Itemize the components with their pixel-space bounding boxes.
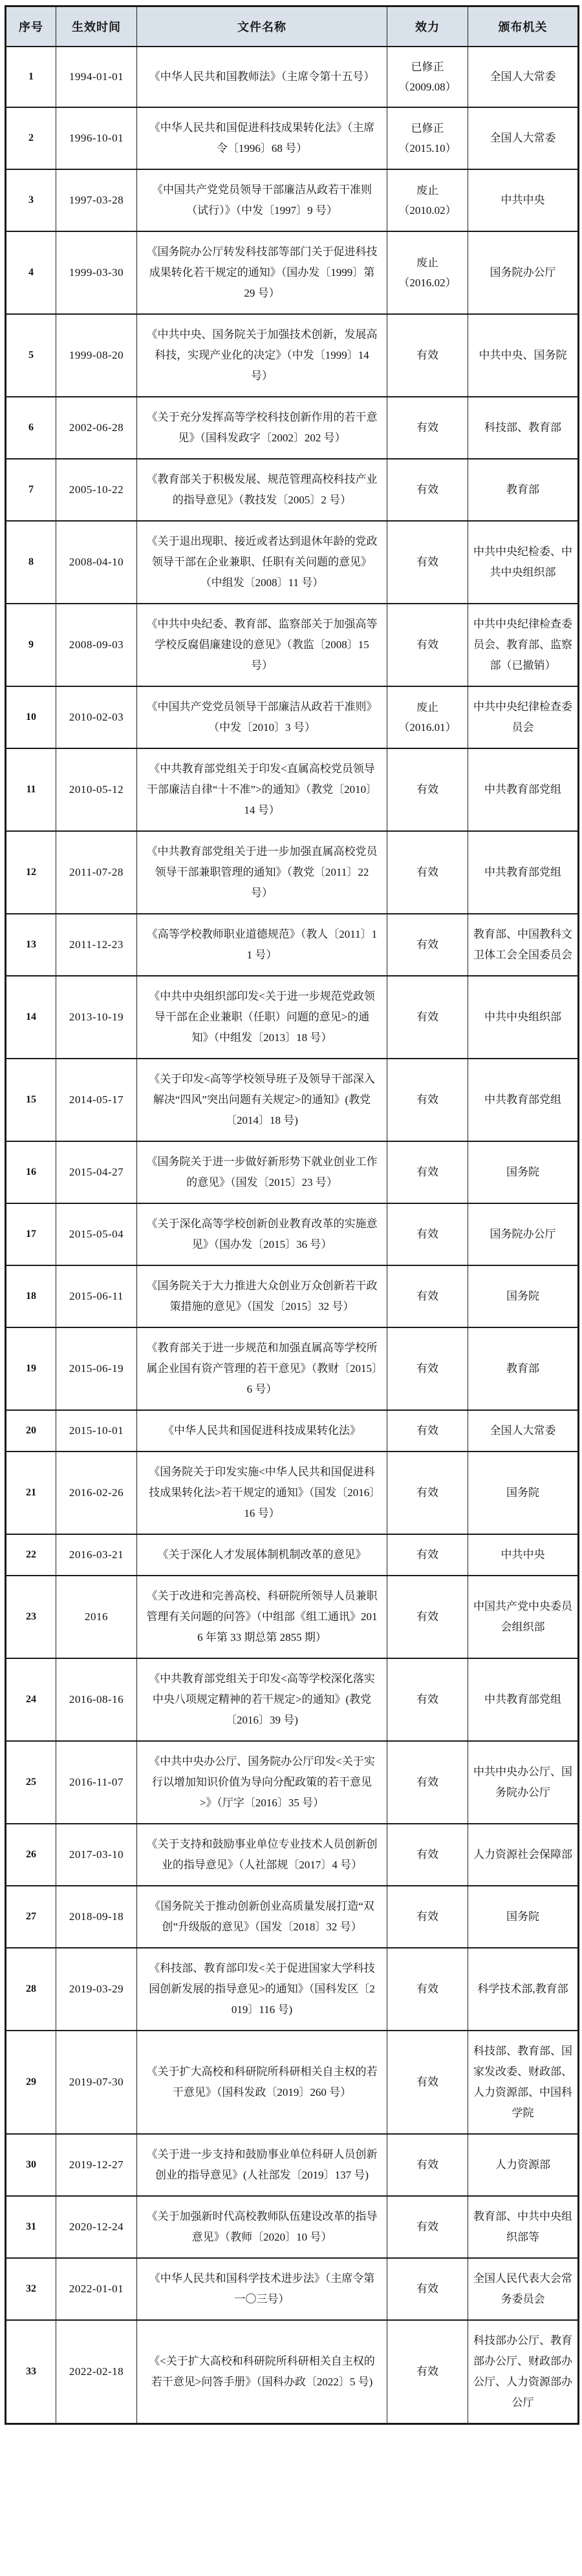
status-text: 有效 <box>416 1982 438 1995</box>
cell-no: 22 <box>6 1534 56 1576</box>
cell-status <box>387 2196 468 2258</box>
cell-date: 2008-09-03 <box>56 604 137 686</box>
status-text: 有效 <box>416 483 438 496</box>
status-text: 废止 <box>416 256 438 269</box>
cell-issuer: 中共教育部党组 <box>468 1059 579 1141</box>
cell-date: 1997-03-28 <box>56 169 137 231</box>
cell-status <box>387 976 468 1059</box>
cell-status <box>387 1658 468 1741</box>
cell-issuer: 中共中央纪律检查委员会、教育部、监察部（已撤销） <box>468 604 579 686</box>
cell-title: 《中共中央组织部印发<关于进一步规范党政领导干部在企业兼职（任职）问题的意见>的通知》（中组发〔2013〕18 号） <box>137 976 387 1059</box>
cell-no: 31 <box>6 2196 56 2258</box>
cell-title: 《关于扩大高校和科研院所科研相关自主权的若干意见》（国科发政〔2019〕260 号） <box>137 2031 387 2134</box>
cell-title: 《国务院关于大力推进大众创业万众创新若干政策措施的意见》（国发〔2015〕32 号） <box>137 1265 387 1327</box>
cell-date: 2017-03-10 <box>56 1824 137 1886</box>
cell-status <box>387 1265 468 1327</box>
cell-status <box>387 1534 468 1576</box>
cell-title: 《国务院关于进一步做好新形势下就业创业工作的意见》（国发〔2015〕23 号） <box>137 1141 387 1203</box>
cell-status <box>387 1203 468 1265</box>
cell-no: 23 <box>6 1576 56 1658</box>
status-text: 有效 <box>416 783 438 796</box>
cell-date: 2015-06-11 <box>56 1265 137 1327</box>
cell-status <box>387 521 468 604</box>
cell-date: 2010-02-03 <box>56 686 137 748</box>
cell-no: 20 <box>6 1410 56 1452</box>
cell-title: 《中共中央、国务院关于加强技术创新，发展高科技，实现产业化的决定》（中发〔1999〕14 号） <box>137 314 387 397</box>
table-row <box>6 521 579 604</box>
cell-status <box>387 1141 468 1203</box>
status-text: 有效 <box>416 1693 438 1705</box>
cell-title: 《中国共产党党员领导干部廉洁从政若干准则（试行）》（中发〔1997〕9 号） <box>137 169 387 231</box>
cell-status <box>387 1741 468 1824</box>
header-no: 序号 <box>6 6 56 47</box>
table-row <box>6 2196 579 2258</box>
cell-no: 3 <box>6 169 56 231</box>
status-text: 有效 <box>416 2075 438 2088</box>
cell-status <box>387 397 468 459</box>
cell-date: 2019-07-30 <box>56 2031 137 2134</box>
cell-issuer: 中国共产党中央委员会组织部 <box>468 1576 579 1658</box>
cell-date: 2016 <box>56 1576 137 1658</box>
cell-date: 2015-10-01 <box>56 1410 137 1452</box>
table-row <box>6 2134 579 2196</box>
cell-title: 《关于改进和完善高校、科研院所领导人员兼职管理有关问题的问答》（中组部《组工通讯》2016 年第 33 期总第 2855 期） <box>137 1576 387 1658</box>
cell-no: 4 <box>6 231 56 314</box>
cell-date: 2019-03-29 <box>56 1948 137 2031</box>
cell-no: 27 <box>6 1886 56 1948</box>
status-text: 有效 <box>416 1548 438 1561</box>
cell-title: 《中华人民共和国科学技术进步法》（主席令第一〇三号） <box>137 2258 387 2320</box>
table-row <box>6 831 579 914</box>
cell-title: 《关于加强新时代高校教师队伍建设改革的指导意见》（教师〔2020〕10 号） <box>137 2196 387 2258</box>
status-text: 已修正 <box>411 121 444 134</box>
cell-status <box>387 47 468 107</box>
regulations-table <box>5 5 579 2425</box>
cell-date: 1996-10-01 <box>56 107 137 169</box>
cell-status <box>387 686 468 748</box>
header-issuer: 颁布机关 <box>468 6 579 47</box>
cell-date: 2015-05-04 <box>56 1203 137 1265</box>
cell-date: 2014-05-17 <box>56 1059 137 1141</box>
cell-date: 2016-08-16 <box>56 1658 137 1741</box>
status-text: 有效 <box>416 2365 438 2378</box>
status-text: 有效 <box>416 1424 438 1437</box>
status-text: 有效 <box>416 421 438 434</box>
cell-title: 《关于深化高等学校创新创业教育改革的实施意见》（国办发〔2015〕36 号） <box>137 1203 387 1265</box>
cell-issuer: 国务院 <box>468 1141 579 1203</box>
table-row <box>6 1824 579 1886</box>
cell-status <box>387 169 468 231</box>
cell-title: 《教育部关于进一步规范和加强直属高等学校所属企业国有资产管理的若干意见》（教财〔2015〕6 号） <box>137 1327 387 1410</box>
cell-title: 《中共教育部党组关于印发<高等学校深化落实中央八项规定精神的若干规定>的通知》(教党〔2016〕39 号) <box>137 1658 387 1741</box>
cell-title: 《国务院办公厅转发科技部等部门关于促进科技成果转化若干规定的通知》（国办发〔1999〕第 29 号） <box>137 231 387 314</box>
cell-issuer: 中共中央办公厅、国务院办公厅 <box>468 1741 579 1824</box>
table-row <box>6 1059 579 1141</box>
table-row <box>6 169 579 231</box>
status-text: 有效 <box>416 1362 438 1375</box>
cell-issuer: 科技部办公厅、教育部办公厅、财政部办公厅、人力资源部办公厅 <box>468 2320 579 2424</box>
cell-no: 1 <box>6 47 56 107</box>
cell-status <box>387 748 468 831</box>
cell-status <box>387 1824 468 1886</box>
table-row <box>6 686 579 748</box>
cell-date: 2010-05-12 <box>56 748 137 831</box>
cell-title: 《高等学校教师职业道德规范》（教人〔2011〕11 号） <box>137 914 387 976</box>
table-row <box>6 1410 579 1452</box>
cell-issuer: 科学技术部,教育部 <box>468 1948 579 2031</box>
cell-status <box>387 1576 468 1658</box>
status-note: （2009.08） <box>398 80 457 93</box>
status-text: 有效 <box>416 1486 438 1499</box>
cell-status <box>387 1410 468 1452</box>
table-row <box>6 748 579 831</box>
cell-date: 2011-07-28 <box>56 831 137 914</box>
table-row <box>6 2031 579 2134</box>
cell-issuer: 科技部、教育部 <box>468 397 579 459</box>
table-row <box>6 1141 579 1203</box>
cell-status <box>387 231 468 314</box>
table-row <box>6 2320 579 2424</box>
cell-no: 14 <box>6 976 56 1059</box>
cell-issuer: 国务院 <box>468 1886 579 1948</box>
status-text: 有效 <box>416 1775 438 1788</box>
table-row <box>6 107 579 169</box>
cell-issuer: 国务院 <box>468 1265 579 1327</box>
cell-status <box>387 604 468 686</box>
table-body <box>6 47 579 2424</box>
cell-issuer: 国务院办公厅 <box>468 1203 579 1265</box>
table-row <box>6 1203 579 1265</box>
cell-issuer: 中共教育部党组 <box>468 748 579 831</box>
cell-date: 2013-10-19 <box>56 976 137 1059</box>
cell-issuer: 全国人大常委 <box>468 107 579 169</box>
cell-no: 25 <box>6 1741 56 1824</box>
cell-issuer: 中共教育部党组 <box>468 831 579 914</box>
header-date: 生效时间 <box>56 6 137 47</box>
cell-no: 19 <box>6 1327 56 1410</box>
cell-issuer: 国务院 <box>468 1452 579 1534</box>
cell-title: 《关于进一步支持和鼓励事业单位科研人员创新创业的指导意见》(人社部发〔2019〕137 号) <box>137 2134 387 2196</box>
status-text: 有效 <box>416 2158 438 2171</box>
status-text: 有效 <box>416 938 438 951</box>
cell-title: 《<关于扩大高校和科研院所科研相关自主权的若干意见>问答手册》（国科办政〔2022〕5 号) <box>137 2320 387 2424</box>
cell-no: 12 <box>6 831 56 914</box>
cell-date: 2015-04-27 <box>56 1141 137 1203</box>
table-row <box>6 459 579 521</box>
header-title: 文件名称 <box>137 6 387 47</box>
cell-status <box>387 314 468 397</box>
cell-date: 2016-11-07 <box>56 1741 137 1824</box>
status-text: 有效 <box>416 1165 438 1178</box>
table-row <box>6 1741 579 1824</box>
cell-no: 10 <box>6 686 56 748</box>
cell-title: 《关于退出现职、接近或者达到退休年龄的党政领导干部在企业兼职、任职有关问题的意见》（中组发〔2008〕11 号） <box>137 521 387 604</box>
cell-no: 6 <box>6 397 56 459</box>
cell-date: 1994-01-01 <box>56 47 137 107</box>
cell-status <box>387 914 468 976</box>
table-row <box>6 1327 579 1410</box>
cell-issuer: 中共中央 <box>468 1534 579 1576</box>
cell-status <box>387 2031 468 2134</box>
cell-status <box>387 2258 468 2320</box>
cell-date: 2020-12-24 <box>56 2196 137 2258</box>
status-text: 有效 <box>416 555 438 568</box>
status-text: 有效 <box>416 1227 438 1240</box>
cell-title: 《关于深化人才发展体制机制改革的意见》 <box>137 1534 387 1576</box>
cell-issuer: 教育部 <box>468 1327 579 1410</box>
cell-title: 《关于印发<高等学校领导班子及领导干部深入解决“四风”突出问题有关规定>的通知》(教党〔2014〕18 号) <box>137 1059 387 1141</box>
cell-no: 30 <box>6 2134 56 2196</box>
table-row <box>6 914 579 976</box>
status-text: 废止 <box>416 184 438 196</box>
cell-issuer: 教育部、中国教科文卫体工会全国委员会 <box>468 914 579 976</box>
cell-date: 2005-10-22 <box>56 459 137 521</box>
cell-no: 5 <box>6 314 56 397</box>
table-row <box>6 1576 579 1658</box>
status-text: 有效 <box>416 2282 438 2295</box>
cell-issuer: 中共中央 <box>468 169 579 231</box>
cell-title: 《关于支持和鼓励事业单位专业技术人员创新创业的指导意见》（人社部规〔2017〕4 号） <box>137 1824 387 1886</box>
table-row <box>6 604 579 686</box>
cell-title: 《中国共产党党员领导干部廉洁从政若干准则》（中发〔2010〕3 号） <box>137 686 387 748</box>
cell-status <box>387 107 468 169</box>
cell-date: 2022-02-18 <box>56 2320 137 2424</box>
status-text: 有效 <box>416 1093 438 1106</box>
status-note: （2016.01） <box>398 721 457 734</box>
cell-title: 《国务院关于推动创新创业高质量发展打造“双创”升级版的意见》（国发〔2018〕32 号） <box>137 1886 387 1948</box>
header-row <box>6 6 579 47</box>
table-row <box>6 314 579 397</box>
status-text: 已修正 <box>411 60 444 73</box>
table-row <box>6 1948 579 2031</box>
cell-no: 24 <box>6 1658 56 1741</box>
cell-title: 《中华人民共和国促进科技成果转化法》 <box>137 1410 387 1452</box>
cell-title: 《中华人民共和国促进科技成果转化法》（主席令〔1996〕68 号） <box>137 107 387 169</box>
status-text: 有效 <box>416 1848 438 1861</box>
cell-no: 15 <box>6 1059 56 1141</box>
status-text: 废止 <box>416 701 438 713</box>
cell-issuer: 全国人民代表大会常务委员会 <box>468 2258 579 2320</box>
cell-date: 1999-03-30 <box>56 231 137 314</box>
table-row <box>6 1658 579 1741</box>
cell-title: 《教育部关于积极发展、规范管理高校科技产业的指导意见》（教技发〔2005〕2 号） <box>137 459 387 521</box>
cell-status <box>387 1327 468 1410</box>
cell-no: 16 <box>6 1141 56 1203</box>
cell-issuer: 教育部 <box>468 459 579 521</box>
cell-date: 2011-12-23 <box>56 914 137 976</box>
cell-issuer: 教育部、中共中央组织部等 <box>468 2196 579 2258</box>
cell-title: 《中共中央办公厅、国务院办公厅印发<关于实行以增加知识价值为导向分配政策的若干意见>》（厅字〔2016〕35 号） <box>137 1741 387 1824</box>
cell-no: 26 <box>6 1824 56 1886</box>
status-text: 有效 <box>416 1910 438 1923</box>
cell-no: 9 <box>6 604 56 686</box>
cell-no: 8 <box>6 521 56 604</box>
status-note: （2010.02） <box>398 204 457 216</box>
table-row <box>6 976 579 1059</box>
cell-title: 《中华人民共和国教师法》（主席令第十五号） <box>137 47 387 107</box>
cell-issuer: 人力资源部 <box>468 2134 579 2196</box>
cell-date: 2016-03-21 <box>56 1534 137 1576</box>
cell-no: 33 <box>6 2320 56 2424</box>
table-row <box>6 1265 579 1327</box>
cell-no: 29 <box>6 2031 56 2134</box>
cell-issuer: 人力资源社会保障部 <box>468 1824 579 1886</box>
table-row <box>6 2258 579 2320</box>
status-text: 有效 <box>416 1010 438 1023</box>
table-row <box>6 1452 579 1534</box>
cell-date: 2018-09-18 <box>56 1886 137 1948</box>
cell-title: 《国务院关于印发实施<中华人民共和国促进科技成果转化法>若干规定的通知》（国发〔2016〕16 号） <box>137 1452 387 1534</box>
cell-issuer: 中共中央组织部 <box>468 976 579 1059</box>
status-text: 有效 <box>416 865 438 878</box>
cell-no: 11 <box>6 748 56 831</box>
cell-date: 2022-01-01 <box>56 2258 137 2320</box>
cell-no: 18 <box>6 1265 56 1327</box>
cell-title: 《关于充分发挥高等学校科技创新作用的若干意见》（国科发政字〔2002〕202 号） <box>137 397 387 459</box>
cell-title: 《中共教育部党组关于进一步加强直属高校党员领导干部兼职管理的通知》（教党〔2011〕22 号） <box>137 831 387 914</box>
cell-no: 2 <box>6 107 56 169</box>
cell-status <box>387 1452 468 1534</box>
cell-issuer: 中共中央纪检委、中共中央组织部 <box>468 521 579 604</box>
cell-status <box>387 459 468 521</box>
cell-title: 《科技部、教育部印发<关于促进国家大学科技园创新发展的指导意见>的通知》（国科发区〔2019〕116 号) <box>137 1948 387 2031</box>
cell-status <box>387 1059 468 1141</box>
cell-status <box>387 1948 468 2031</box>
table-row <box>6 231 579 314</box>
cell-no: 7 <box>6 459 56 521</box>
cell-no: 28 <box>6 1948 56 2031</box>
cell-issuer: 科技部、教育部、国家发改委、财政部、人力资源部、中国科学院 <box>468 2031 579 2134</box>
cell-status <box>387 831 468 914</box>
status-text: 有效 <box>416 1289 438 1302</box>
status-note: （2016.02） <box>398 276 457 289</box>
cell-date: 2015-06-19 <box>56 1327 137 1410</box>
cell-title: 《中共中央纪委、教育部、监察部关于加强高等学校反腐倡廉建设的意见》（教监〔2008〕15 号） <box>137 604 387 686</box>
table-row <box>6 47 579 107</box>
cell-no: 32 <box>6 2258 56 2320</box>
table-row <box>6 1886 579 1948</box>
cell-no: 13 <box>6 914 56 976</box>
cell-status <box>387 2320 468 2424</box>
table-row <box>6 1534 579 1576</box>
table-row <box>6 397 579 459</box>
status-text: 有效 <box>416 638 438 651</box>
cell-issuer: 中共中央纪律检查委员会 <box>468 686 579 748</box>
cell-issuer: 全国人大常委 <box>468 47 579 107</box>
cell-no: 21 <box>6 1452 56 1534</box>
cell-issuer: 中共中央、国务院 <box>468 314 579 397</box>
cell-no: 17 <box>6 1203 56 1265</box>
cell-date: 2008-04-10 <box>56 521 137 604</box>
cell-status <box>387 2134 468 2196</box>
cell-status <box>387 1886 468 1948</box>
status-text: 有效 <box>416 348 438 361</box>
cell-date: 2019-12-27 <box>56 2134 137 2196</box>
cell-date: 2016-02-26 <box>56 1452 137 1534</box>
cell-issuer: 中共教育部党组 <box>468 1658 579 1741</box>
cell-date: 1999-08-20 <box>56 314 137 397</box>
status-text: 有效 <box>416 2220 438 2233</box>
cell-date: 2002-06-28 <box>56 397 137 459</box>
status-note: （2015.10） <box>398 142 457 154</box>
cell-title: 《中共教育部党组关于印发<直属高校党员领导干部廉洁自律“十不准”>的通知》（教党〔2010〕14 号） <box>137 748 387 831</box>
cell-issuer: 全国人大常委 <box>468 1410 579 1452</box>
header-status: 效力 <box>387 6 468 47</box>
cell-issuer: 国务院办公厅 <box>468 231 579 314</box>
status-text: 有效 <box>416 1610 438 1623</box>
